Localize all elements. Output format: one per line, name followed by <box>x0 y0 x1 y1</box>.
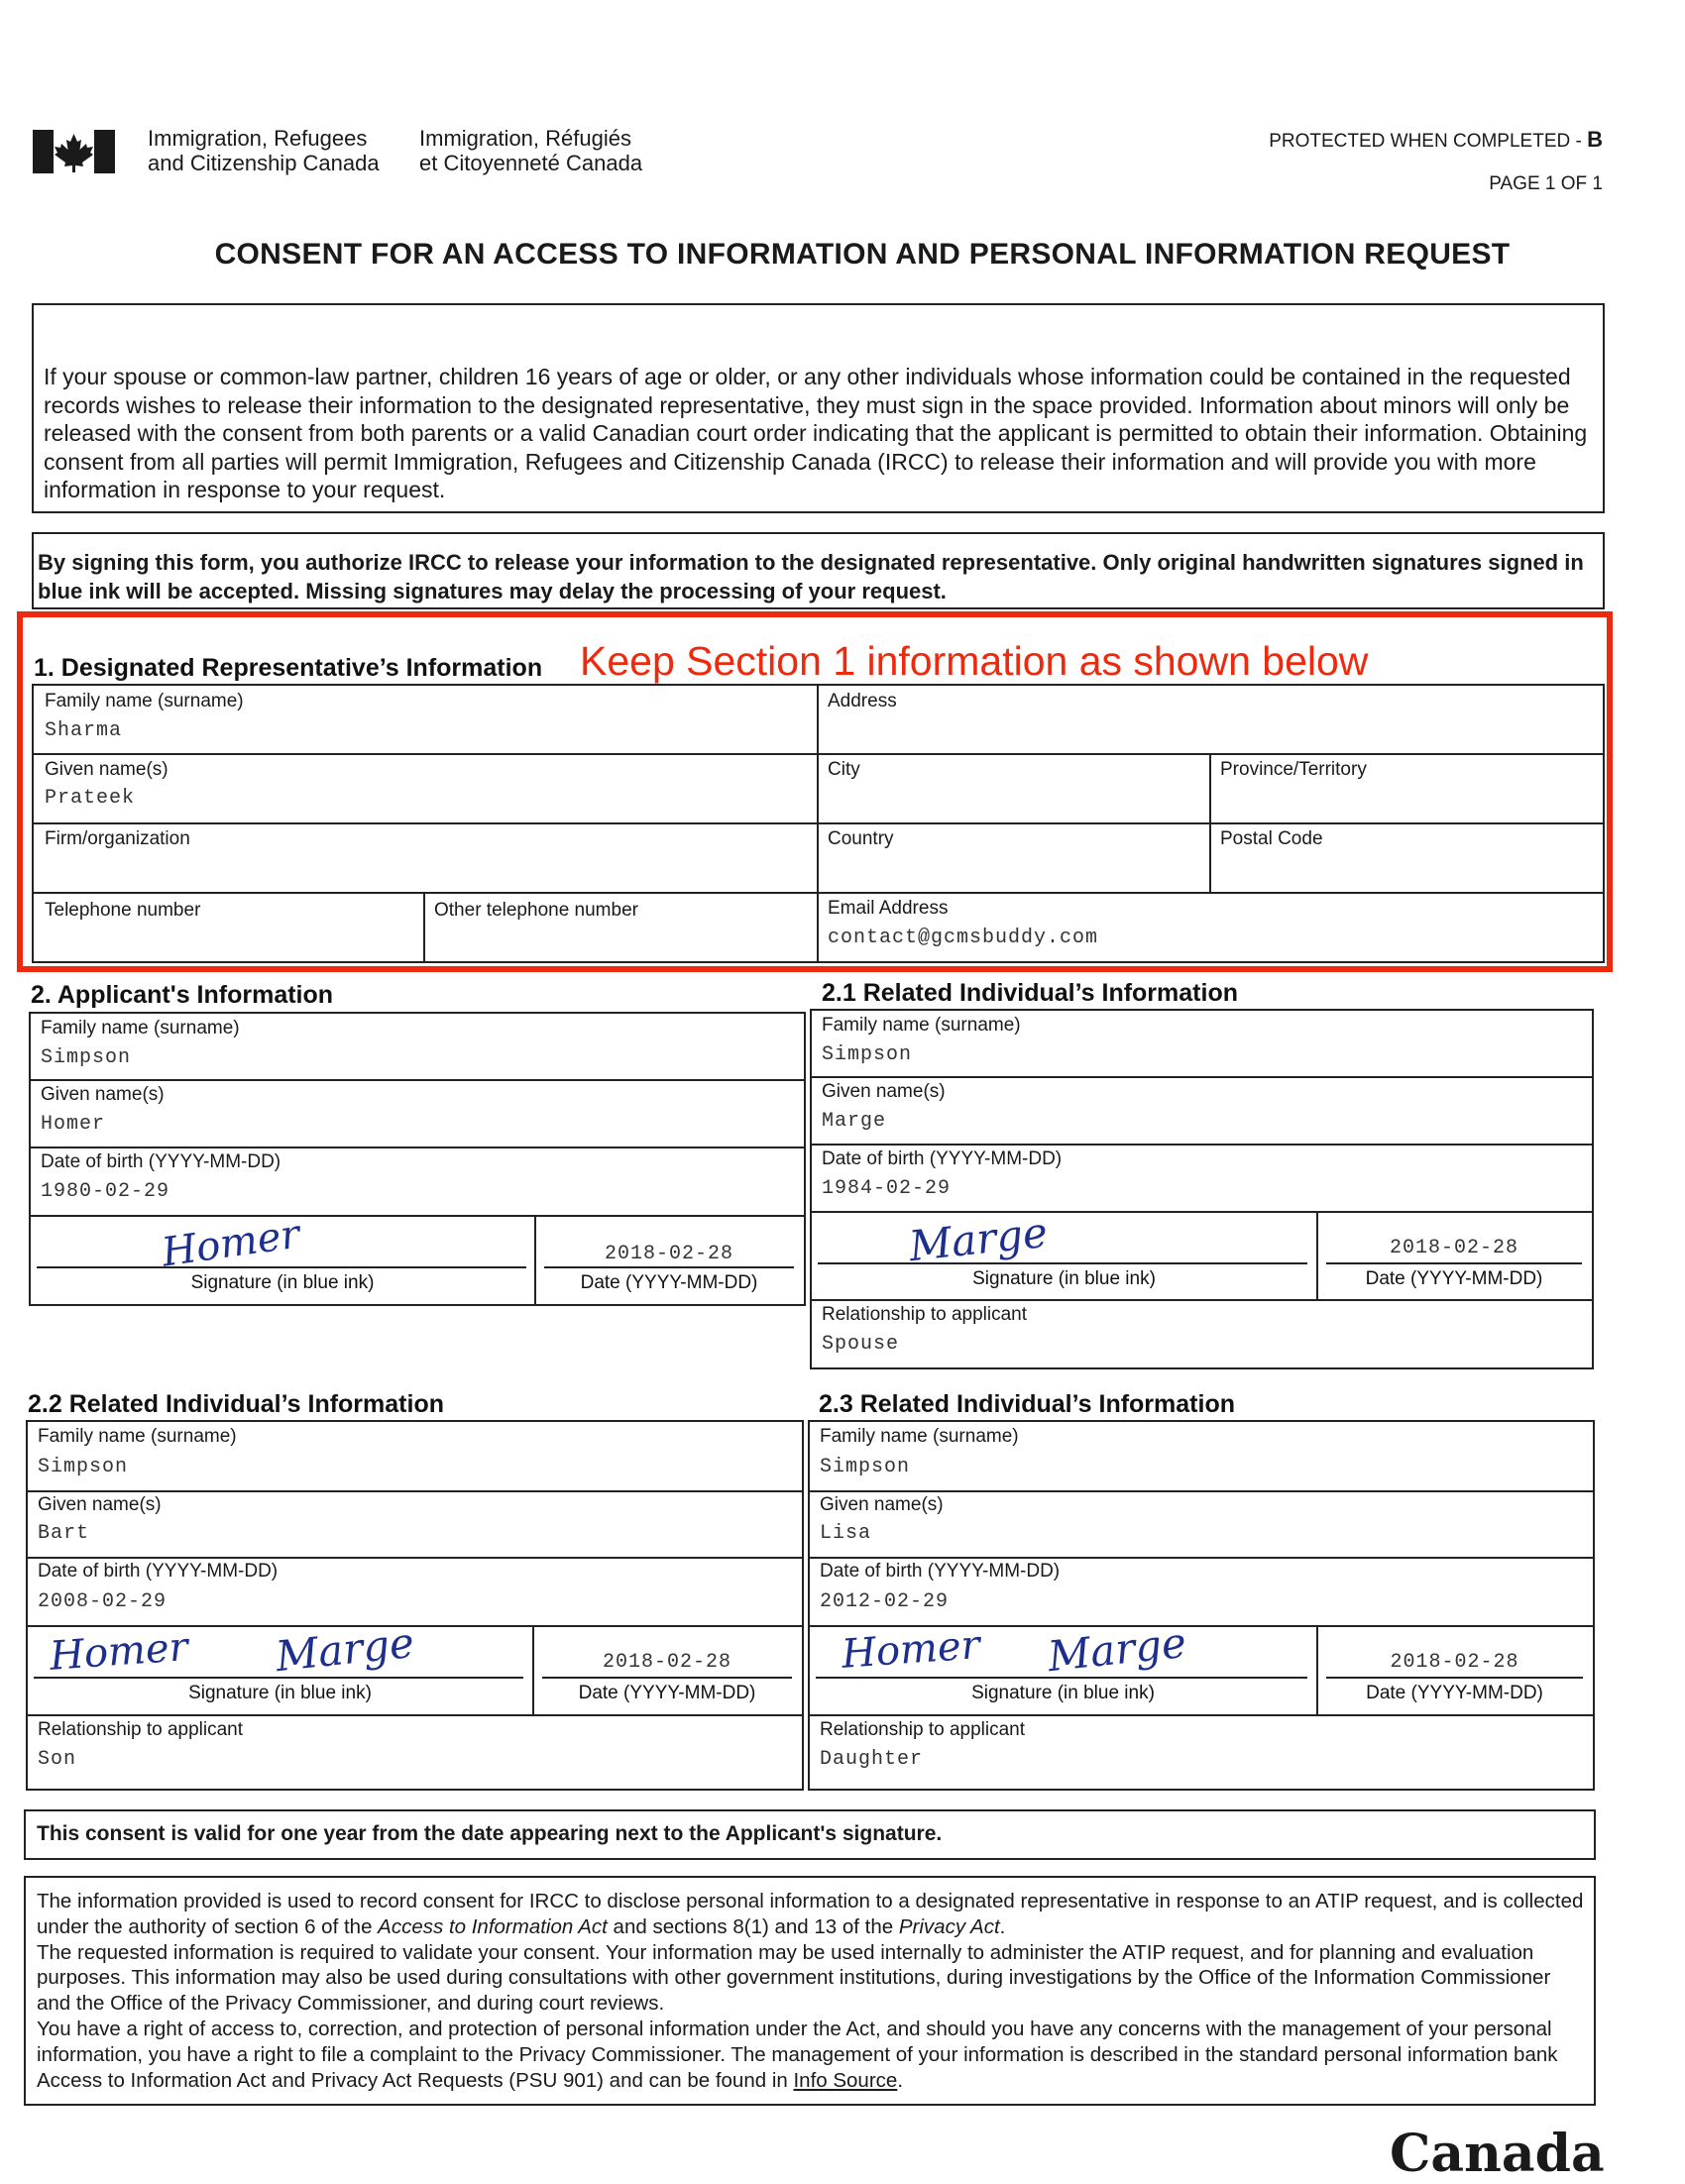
dept-en-line-2: and Citizenship Canada <box>148 151 380 175</box>
rep-postal-code-label: Postal Code <box>1220 828 1323 849</box>
section-2-1-title: 2.1 Related Individual’s Information <box>822 979 1238 1007</box>
spouse-signature-label: Signature (in blue ink) <box>972 1268 1156 1289</box>
privacy-paragraph-2: The requested information is required to validate your consent. Your information may be used internally to administer the ATIP request, and for planning and evaluation purposes. This information may also be used during consultations with other government institutions, during investigations by the Office of the Information Commissioner and the Office of the Privacy Commissioner, and during court reviews. <box>37 1940 1551 2016</box>
son-signature-field[interactable] <box>28 1617 532 1714</box>
son-dob-label: Date of birth (YYYY-MM-DD) <box>38 1561 279 1582</box>
protected-text: PROTECTED WHEN COMPLETED - <box>1269 131 1588 152</box>
annotation-text: Keep Section 1 information as shown below <box>580 638 1369 684</box>
son-dob-field[interactable] <box>28 1557 802 1625</box>
spouse-date-label: Date (YYYY-MM-DD) <box>1365 1268 1543 1289</box>
daughter-relationship-label: Relationship to applicant <box>820 1719 1026 1740</box>
privacy-p1-end: . <box>999 1914 1006 1938</box>
rep-given-name-value: Prateek <box>45 787 136 810</box>
son-family-name-label: Family name (surname) <box>38 1426 237 1447</box>
applicant-given-name-field[interactable] <box>31 1079 804 1147</box>
applicant-date-label: Date (YYYY-MM-DD) <box>580 1272 758 1293</box>
rep-city-label: City <box>828 759 860 780</box>
section-2-3-form <box>808 1420 1595 1791</box>
daughter-relationship-field[interactable] <box>810 1714 1593 1789</box>
privacy-p1-act1: Access to Information Act <box>378 1914 608 1938</box>
spouse-dob-value: 1984-02-29 <box>822 1177 952 1200</box>
authorize-box <box>32 532 1605 609</box>
daughter-signature-field[interactable] <box>810 1617 1316 1714</box>
privacy-p1-text-2: and sections 8(1) and 13 of the <box>607 1914 899 1938</box>
section-2-title: 2. Applicant's Information <box>31 981 334 1009</box>
applicant-date-field[interactable] <box>534 1215 804 1304</box>
daughter-given-name-value: Lisa <box>820 1522 872 1545</box>
privacy-p1-text: The information provided is used to record consent for IRCC to disclose personal information to a designated representative in response to an ATIP request, and is collected under the authority of section 6 of the <box>37 1890 1584 1938</box>
rep-country-label: Country <box>828 828 894 849</box>
applicant-dob-label: Date of birth (YYYY-MM-DD) <box>41 1151 281 1172</box>
daughter-given-name-label: Given name(s) <box>820 1494 944 1515</box>
son-given-name-label: Given name(s) <box>38 1494 162 1515</box>
section-1-title: 1. Designated Representative’s Information <box>34 654 543 682</box>
privacy-paragraph-1 <box>37 1889 1588 1940</box>
daughter-family-name-value: Simpson <box>820 1456 911 1478</box>
son-family-name-field[interactable] <box>28 1422 802 1490</box>
privacy-p3-text: You have a right of access to, correction, and protection of personal information under the Act, and should you have any concerns with the management of your personal information, you have a right to file a complaint to the Privacy Commissioner. The management of your information is described in the standard personal information bank Access to Information Act and Privacy Act Requests (PSU 901) and can be found in <box>37 2017 1558 2092</box>
privacy-paragraph-3 <box>37 2017 1588 2093</box>
protected-label <box>1269 127 1603 153</box>
spouse-family-name-field[interactable] <box>812 1011 1592 1076</box>
maple-leaf-icon <box>33 130 115 173</box>
canada-flag-logo <box>33 130 115 173</box>
son-signature-label: Signature (in blue ink) <box>188 1683 372 1703</box>
info-source-link[interactable]: Info Source <box>793 2068 898 2092</box>
spouse-relationship-label: Relationship to applicant <box>822 1304 1028 1325</box>
page-number: PAGE 1 OF 1 <box>1489 173 1603 194</box>
privacy-notice-box <box>24 1876 1596 2106</box>
canada-wordmark: Canada <box>1390 2124 1605 2184</box>
daughter-dob-field[interactable] <box>810 1557 1593 1625</box>
applicant-given-name-label: Given name(s) <box>41 1084 165 1105</box>
son-date-value: 2018-02-28 <box>602 1651 732 1674</box>
protected-level: B <box>1587 127 1603 152</box>
rep-address-label: Address <box>828 691 897 711</box>
rep-given-name-label: Given name(s) <box>45 759 168 780</box>
validity-text: This consent is valid for one year from the date appearing next to the Applicant's signature. <box>37 1822 943 1845</box>
daughter-signature-marge: Marge <box>1045 1617 1189 1682</box>
son-relationship-value: Son <box>38 1748 77 1771</box>
validity-box <box>24 1809 1596 1860</box>
spouse-signature-field[interactable] <box>812 1207 1316 1299</box>
applicant-family-name-value: Simpson <box>41 1046 132 1069</box>
applicant-dob-field[interactable] <box>31 1147 804 1215</box>
son-given-name-field[interactable] <box>28 1490 802 1557</box>
son-signature-marge: Marge <box>273 1617 417 1682</box>
daughter-date-value: 2018-02-28 <box>1390 1651 1519 1674</box>
applicant-signature-label: Signature (in blue ink) <box>190 1272 375 1293</box>
dept-fr-line-1: Immigration, Réfugiés <box>419 126 631 151</box>
privacy-notice-text <box>37 1889 1588 2093</box>
daughter-signature-homer: Homer <box>840 1622 982 1678</box>
intro-text: If your spouse or common-law partner, children 16 years of age or older, or any other individuals whose information could be contained in the requested records wishes to release their information to the designated representative, they must sign in the space provided. Information about minors will only be released with the consent from both parents or a valid Canadian court order indicating that the applicant is permitted to obtain their information. Obtaining consent from all parties will permit Immigration, Refugees and Citizenship Canada (IRCC) to release their information and will provide you with more information in response to your request. <box>44 364 1588 502</box>
son-date-label: Date (YYYY-MM-DD) <box>578 1683 756 1703</box>
department-name-fr <box>419 126 642 175</box>
applicant-given-name-value: Homer <box>41 1113 106 1136</box>
spouse-given-name-label: Given name(s) <box>822 1081 946 1102</box>
son-given-name-value: Bart <box>38 1522 90 1545</box>
dept-fr-line-2: et Citoyenneté Canada <box>419 151 643 175</box>
intro-box <box>32 303 1605 513</box>
son-family-name-value: Simpson <box>38 1456 129 1478</box>
privacy-p1-act2: Privacy Act <box>898 1914 1000 1938</box>
son-signature-homer: Homer <box>48 1624 190 1680</box>
spouse-family-name-label: Family name (surname) <box>822 1015 1021 1036</box>
section-2-form <box>29 1012 806 1306</box>
daughter-date-label: Date (YYYY-MM-DD) <box>1366 1683 1543 1703</box>
son-dob-value: 2008-02-29 <box>38 1590 168 1613</box>
rep-email-label: Email Address <box>828 898 949 919</box>
daughter-relationship-value: Daughter <box>820 1748 924 1771</box>
privacy-p3-end: . <box>897 2068 904 2092</box>
son-date-field[interactable] <box>532 1625 802 1714</box>
rep-firm-label: Firm/organization <box>45 828 190 849</box>
daughter-dob-label: Date of birth (YYYY-MM-DD) <box>820 1561 1061 1582</box>
rep-other-telephone-label: Other telephone number <box>434 900 638 921</box>
annotation-highlight-box <box>17 611 1613 972</box>
spouse-dob-label: Date of birth (YYYY-MM-DD) <box>822 1148 1063 1169</box>
section-2-2-form <box>26 1420 804 1791</box>
daughter-family-name-field[interactable] <box>810 1422 1593 1490</box>
section-2-2-title: 2.2 Related Individual’s Information <box>28 1390 444 1418</box>
applicant-signature-field[interactable] <box>31 1211 534 1304</box>
applicant-date-value: 2018-02-28 <box>604 1243 734 1265</box>
spouse-given-name-value: Marge <box>822 1110 887 1133</box>
rep-email-value: contact@gcmsbuddy.com <box>828 927 1099 949</box>
spouse-date-value: 2018-02-28 <box>1389 1237 1519 1259</box>
applicant-dob-value: 1980-02-29 <box>41 1180 170 1203</box>
applicant-family-name-label: Family name (surname) <box>41 1018 240 1038</box>
authorize-text: By signing this form, you authorize IRCC to release your information to the designated representative. Only original handwritten signatures signed in blue ink will be accepted. Missing signatures may delay the processing of your request. <box>38 550 1584 603</box>
daughter-date-field[interactable] <box>1316 1625 1593 1714</box>
spouse-relationship-field[interactable] <box>812 1299 1592 1367</box>
son-relationship-field[interactable] <box>28 1714 802 1789</box>
section-2-1-form <box>810 1009 1594 1369</box>
daughter-signature-label: Signature (in blue ink) <box>971 1683 1155 1703</box>
rep-family-name-label: Family name (surname) <box>45 691 244 711</box>
spouse-date-field[interactable] <box>1316 1211 1592 1299</box>
daughter-given-name-field[interactable] <box>810 1490 1593 1557</box>
spouse-family-name-value: Simpson <box>822 1043 913 1066</box>
department-name-en <box>148 126 380 175</box>
rep-telephone-label: Telephone number <box>45 900 201 921</box>
rep-family-name-value: Sharma <box>45 719 123 742</box>
dept-en-line-1: Immigration, Refugees <box>148 126 368 151</box>
section-2-3-title: 2.3 Related Individual’s Information <box>819 1390 1235 1418</box>
applicant-signature: Homer <box>159 1211 303 1276</box>
son-relationship-label: Relationship to applicant <box>38 1719 244 1740</box>
spouse-dob-field[interactable] <box>812 1144 1592 1211</box>
spouse-signature: Marge <box>906 1207 1051 1271</box>
spouse-relationship-value: Spouse <box>822 1333 900 1356</box>
rep-province-label: Province/Territory <box>1220 759 1367 780</box>
daughter-dob-value: 2012-02-29 <box>820 1590 950 1613</box>
form-title: CONSENT FOR AN ACCESS TO INFORMATION AND PERSONAL INFORMATION REQUEST <box>214 238 1511 271</box>
spouse-given-name-field[interactable] <box>812 1076 1592 1144</box>
daughter-family-name-label: Family name (surname) <box>820 1426 1019 1447</box>
applicant-family-name-field[interactable] <box>31 1014 804 1079</box>
